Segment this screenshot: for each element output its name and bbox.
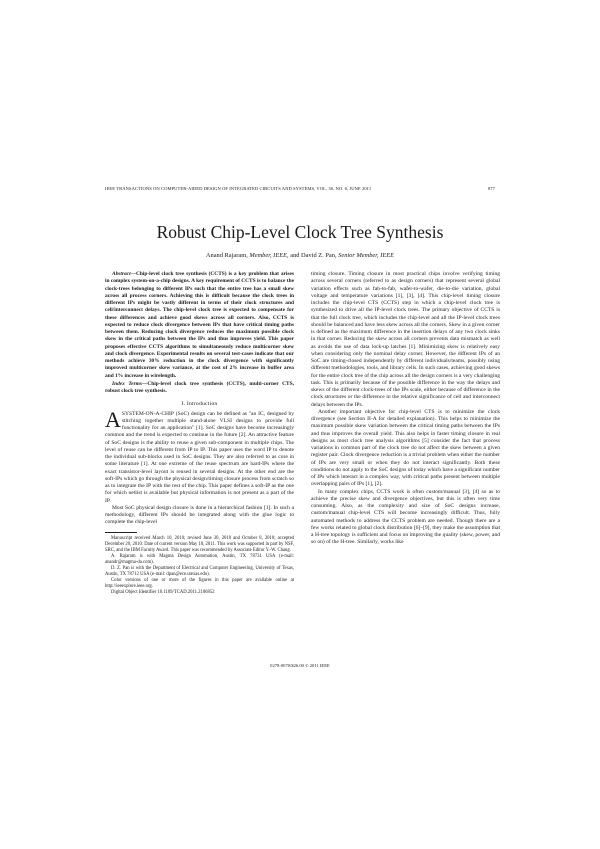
right-column xyxy=(311,271,500,547)
drop-cap: A xyxy=(105,406,121,432)
abstract xyxy=(105,271,294,380)
intro-paragraph-2: Most SoC physical design closure is done in a hierarchical fashion [1]. In such a methodology, different IPs should be integrated along with the glue logic to complete the chip-level xyxy=(105,504,294,526)
left-column xyxy=(105,271,294,596)
abstract-text: —Chip-level clock tree synthesis (CCTS) is a key problem that arises in complex system-on-a-chip designs. A key requirement of CCTS is to balance the clock-trees belonging to different IPs such that the entire tree has a small skew across all process corners. Achieving this is difficult because the clock trees in different IPs might be vastly different in terms of their clock structures and cell/interconnect delays. The chip-level clock tree is expected to compensate for these differences and achieve good skews across all corners. Also, CCTS is expected to reduce clock divergence between IPs that have critical timing paths between them. Reducing clock divergence reduces the maximum possible clock skew in the critical paths between the IPs and thus improves yield. This paper proposes effective CCTS algorithms to simultaneously reduce multicorner skew and clock divergence. Experimental results on several test-cases indicate that our methods achieve 30% reduction in the clock divergence with significantly improved multicorner skew variance, at the cost of 2% increase in buffer area and 1% increase in wirelength. xyxy=(105,271,294,379)
running-head xyxy=(105,186,495,191)
right-paragraph-3: In many complex chips, CCTS work is often custom/manual [3], [4] so as to achieve the precise skew and divergence objectives, but this is often very time consuming. Also, as the complexity and size of SoC designs increase, custom/manual chip-level CTS will become increasingly difficult. Thus, fully automated methods to address the CCTS problem are needed. Though there are a few works related to global clock distribution [6]–[9], they make the assumption that a H-tree topology is sufficient and focus on improving the quality (skew, power, and so on) of the H-tree. Similarly, works like xyxy=(311,488,500,546)
footnote-color-versions: Color versions of one or more of the figures in this paper are available online at http://ieeexplore.ieee.org. xyxy=(105,577,294,589)
index-terms xyxy=(105,381,294,396)
page-number: 877 xyxy=(487,186,495,191)
right-paragraph-2: Another important objective for chip-level CTS is to minimize the clock divergence (see Section II-A for detailed explanation). This helps to minimize the maximum possible skew variation between the critical timing paths between the IPs and thus improves the overall yield. This also helps in faster timing closure in real designs as most clock tree analysis algorithms [5] consider the fact that process variations in common part of the clock tree do not affect the skew between a given register pair. Clock divergence reduction is a trivial problem when either the number of IPs are very small or when they do not interact significantly. Both these conditions do not apply to the SoC designs of today which have a significant number of IPs which interact in a complex way, with critical paths present between multiple overlapping pairs of IPs [1], [2]. xyxy=(311,408,500,488)
footnote-author-2: D. Z. Pan is with the Department of Electrical and Computer Engineering, University of Texas, Austin, TX 78712 USA (e-mail: dpan@ece.utexas.edu). xyxy=(105,565,294,577)
author-1-role: Member, IEEE, xyxy=(249,252,289,259)
right-paragraph-1: timing closure. Timing closure in most practical chips involve verifying timing across several corners (referred to as design corners) that represent several global variation effects such as fab-to-fab, wafer-to-wafer, die-to-die variation, global voltage and temperature variations [1], [3], [4]. This chip-level timing closure includes the chip-level CTS (CCTS) step in which a chip-level clock tree is synthesized to drive all the IP-level clock trees. The primary objective of CCTS is that the full clock tree, which includes the chip-level and all the IP-level clock trees should be balanced and have less skew across all the corners. Skew in a given corner is defined as the maximum difference in the insertion delays of any two clock sinks in that corner. Reducing the skew across all corners prevents data mismatch as well as avoids the use of data lock-up latches [1]. Minimizing skew is relatively easy when considering only the nominal delay corner. However, the different IPs of an SoC are timing-closed independently by different individuals/teams, possibly using different methodologies, tools, and library cells. In such cases, achieving good skews for the entire clock tree of the chip across all the design corners is a very challenging task. This is primarily because of the possible difference in the way the delays and skews of the different clock-trees of the IPs scale, either because of difference in the clock structures or the difference in the relative significance of cell and interconnect delays between the IPs. xyxy=(311,271,500,408)
author-2: and David Z. Pan, xyxy=(290,252,337,259)
intro-first-word: SYSTEM-ON-A-CHIP xyxy=(121,410,174,417)
footnote-manuscript: Manuscript received March 10, 2010; revised June 30, 2010 and October 8, 2010; accepted December 20, 2010. Date of current version May 18, 2011. This work was supported in part by NSF, SRC, and the IBM Faculty Award. This paper was recommended by Associate Editor Y.-W. Chang. xyxy=(105,535,294,553)
footnote-doi: Digital Object Identifier 10.1109/TCAD.2011.2106852 xyxy=(111,589,215,595)
author-1: Anand Rajaram, xyxy=(205,252,248,259)
index-terms-text: —Chip-level clock tree synthesis (CCTS), multi-corner CTS, robust clock tree synthesis. xyxy=(105,380,294,394)
author-line xyxy=(0,252,600,259)
abstract-lead: Abstract xyxy=(112,271,131,277)
intro-paragraph-1 xyxy=(105,406,294,505)
section-heading-introduction: I. Introduction xyxy=(181,401,218,408)
index-terms-lead: Index Terms xyxy=(112,380,142,387)
copyright-line: 0278-0070/$26.00 © 2011 IEEE xyxy=(270,663,330,668)
journal-name: IEEE TRANSACTIONS ON COMPUTER-AIDED DESIGN OF INTEGRATED CIRCUITS AND SYSTEMS, VOL. 30, NO. 6, JUNE 2011 xyxy=(105,186,372,191)
footnote-rule xyxy=(105,532,137,533)
intro-p1-text: (SoC) design can be defined as "an IC, designed by stitching together multiple stand-alone VLSI designs to provide full functionality for an application" [1]. SoC designs have become increasingly common and the trend is expected to continue in the future [2]. An attractive feature of SoC designs is the ability to reuse a given sub-component in multiple chips. The level of reuse can be different from IP to IP. This paper uses the word IP to denote the individual sub-blocks used in SoC designs. They are also referred to as core in some literature [1]. At one extreme of the reuse spectrum are hard-IPs where the exact transistor-level layout is reused in several designs. At the other end are the soft-IPs which go through the physical design/timing closure process from scratch so as to integrate the IP with the rest of the chip. This paper defines a soft-IP as the one for which netlist is available but physical information is not present as a part of the IP. xyxy=(105,410,294,504)
paper-title: Robust Chip-Level Clock Tree Synthesis xyxy=(156,222,444,242)
author-2-role: Senior Member, IEEE xyxy=(338,252,395,259)
footnote-author-1: A. Rajaram is with Magma Design Automation, Austin, TX 78731 USA (e-mail: anandr@magma-da.com). xyxy=(105,553,294,565)
